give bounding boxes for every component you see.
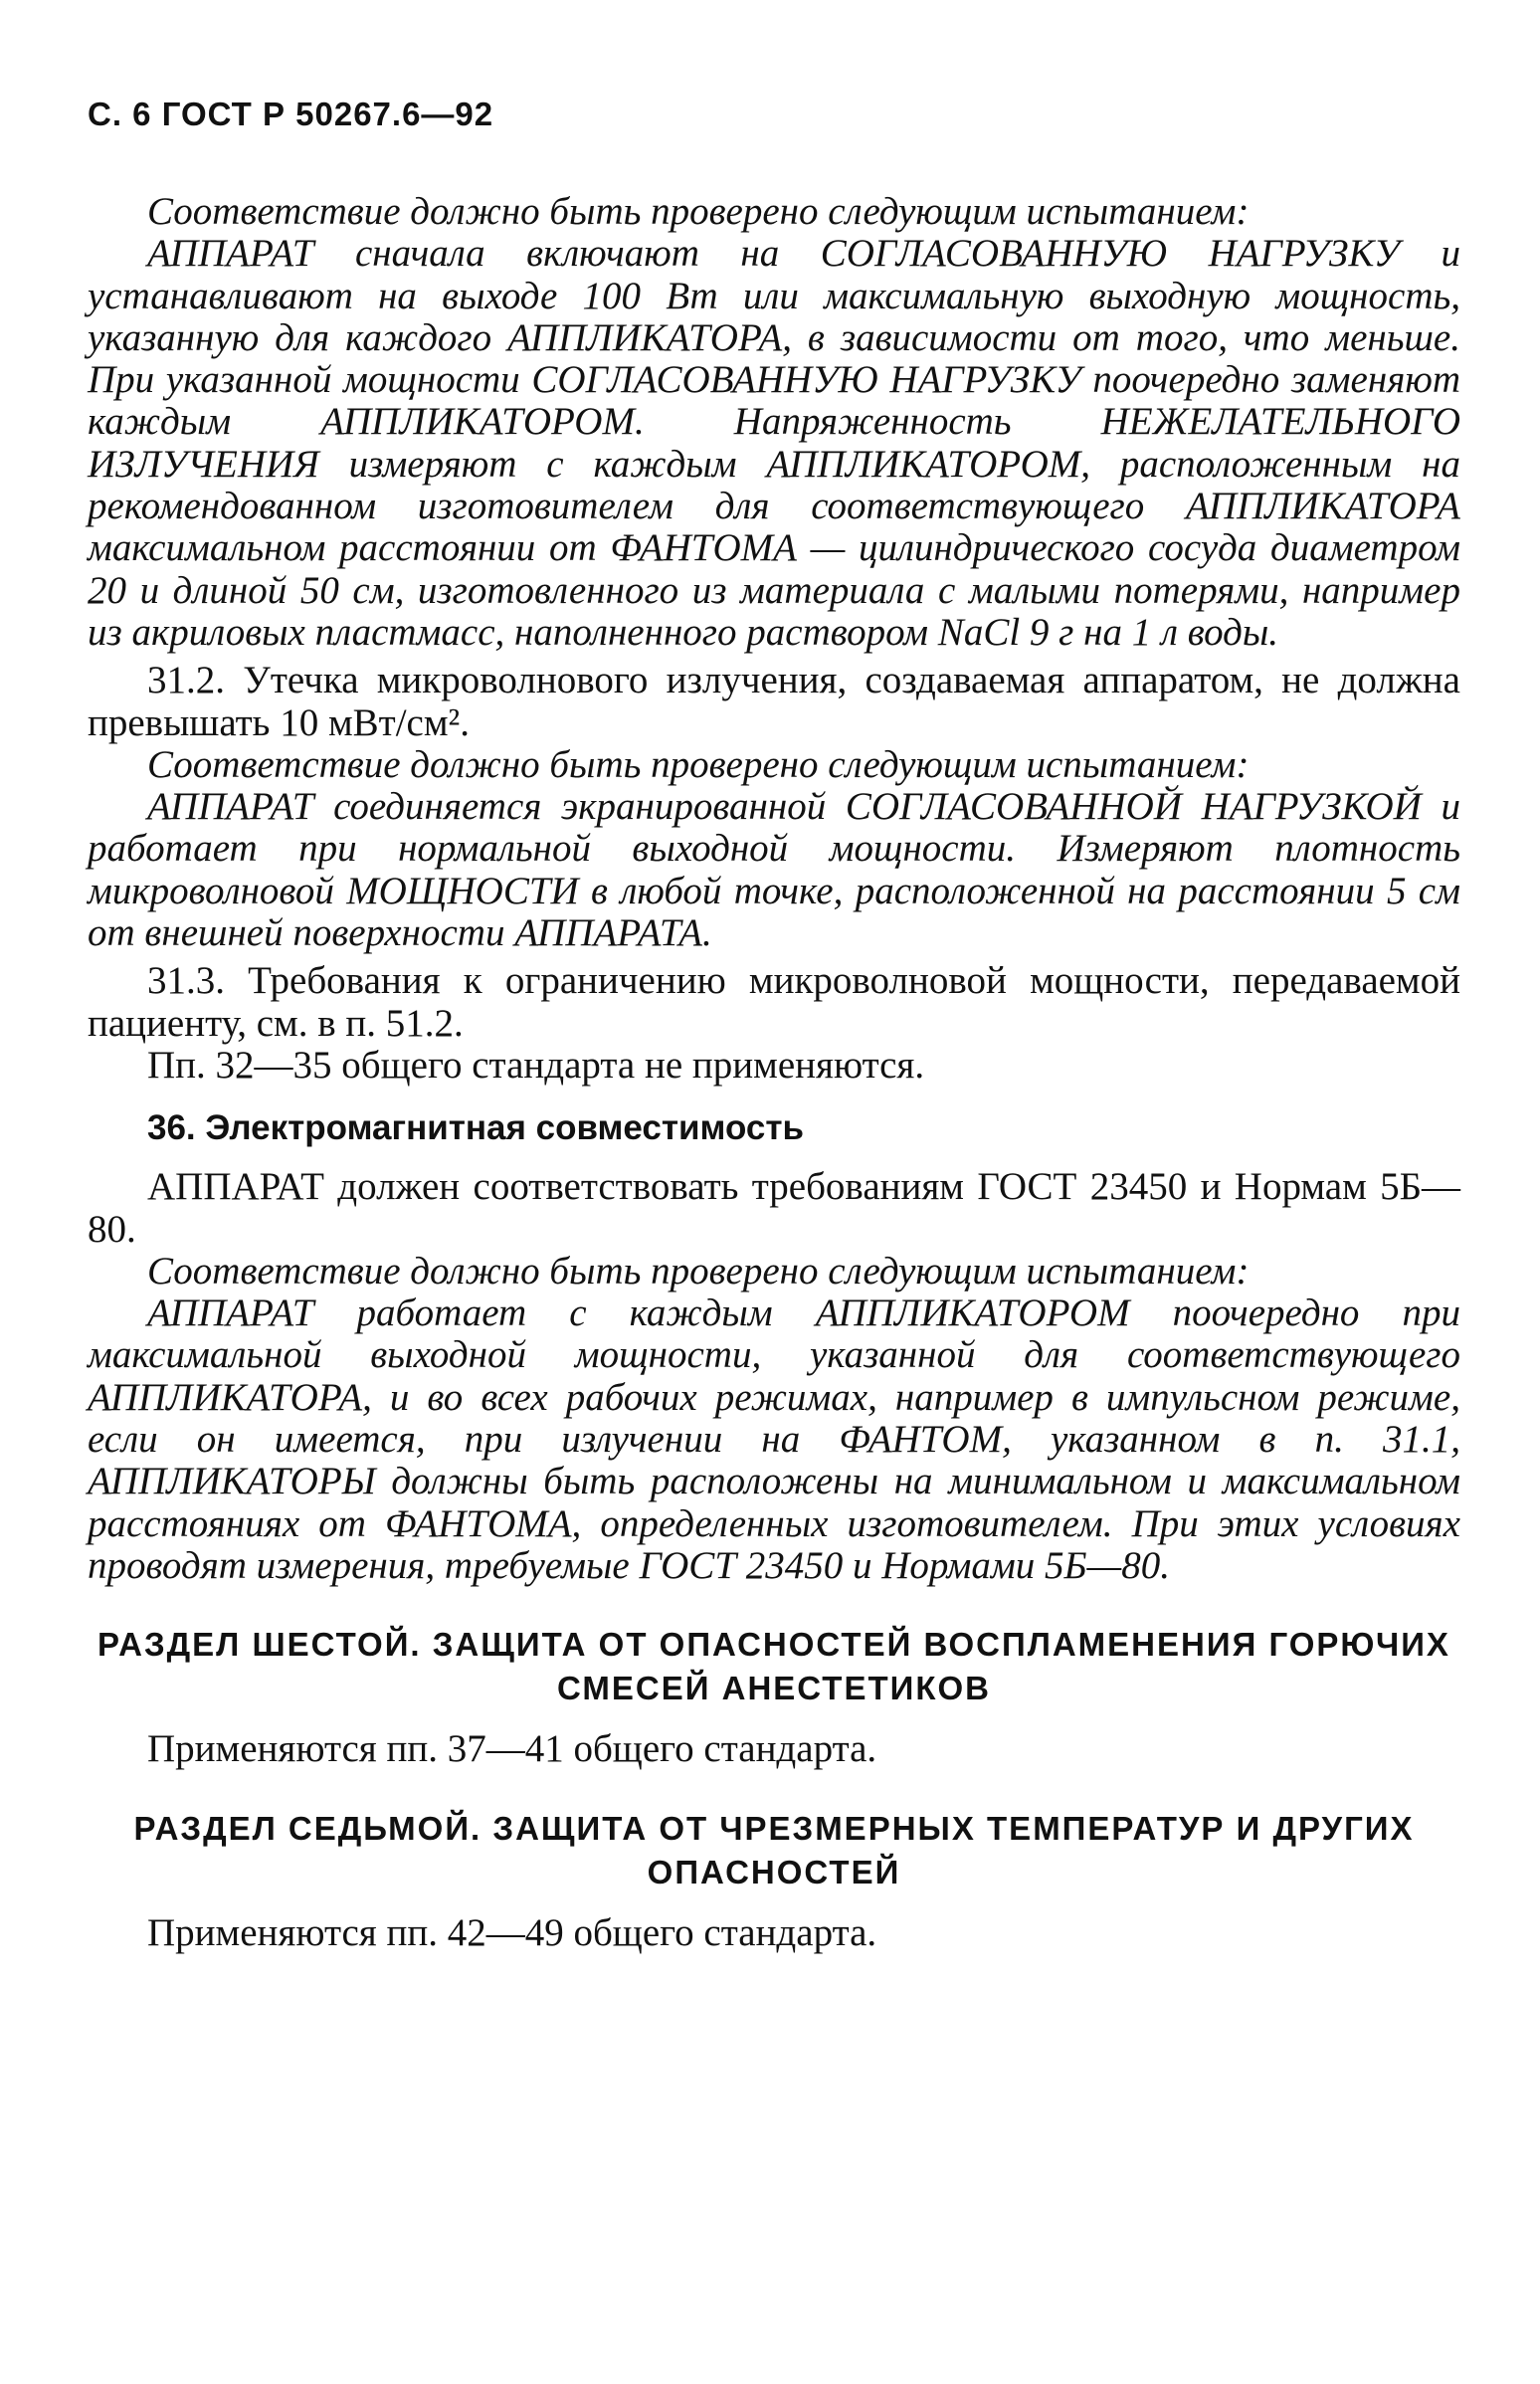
clause-31-3: 31.3. Требования к ограничению микроволновой мощности, передаваемой пациенту, см. в п. 51.2.	[88, 959, 1460, 1045]
compliance-test-intro: Соответствие должно быть проверено следующим испытанием:	[147, 1249, 1250, 1292]
section-6-title: РАЗДЕЛ ШЕСТОЙ. ЗАЩИТА ОТ ОПАСНОСТЕЙ ВОСПЛАМЕНЕНИЯ ГОРЮЧИХ СМЕСЕЙ АНЕСТЕТИКОВ	[97, 1626, 1450, 1707]
document-page	[88, 96, 1460, 1954]
compliance-test-description: АППАРАТ сначала включают на СОГЛАСОВАННУЮ НАГРУЗКУ и устанавливают на выходе 100 Вт или максимальную выходную мощность, указанную для каждого АППЛИКАТОРА, в зависимости от того, что меньше. При указанной мощности СОГЛАСОВАННУЮ НАГРУЗКУ поочередно заменяют каждым АППЛИКАТОРОМ. Напряженность НЕЖЕЛАТЕЛЬНОГО ИЗЛУЧЕНИЯ измеряют с каждым АППЛИКАТОРОМ, расположенным на рекомендованном изготовителем для соответствующего АППЛИКАТОРА максимальном расстоянии от ФАНТОМА — цилиндрического сосуда диаметром 20 и длиной 50 см, изготовленного из материала с малыми потерями, например из акриловых пластмасс, наполненного раствором NaCl 9 г на 1 л воды.	[88, 232, 1460, 654]
compliance-test-intro: Соответствие должно быть проверено следующим испытанием:	[147, 190, 1250, 233]
section-6-text: Применяются пп. 37—41 общего стандарта.	[147, 1727, 877, 1771]
clause-36-text: АППАРАТ должен соответствовать требованиям ГОСТ 23450 и Нормам 5Б—80.	[88, 1165, 1460, 1251]
clause-31-2: 31.2. Утечка микроволнового излучения, создаваемая аппаратом, не должна превышать 10 мВт/см².	[88, 659, 1460, 744]
clause-36-heading: 36. Электромагнитная совместимость	[147, 1108, 805, 1148]
section-7-text: Применяются пп. 42—49 общего стандарта.	[147, 1910, 877, 1954]
section-7-title: РАЗДЕЛ СЕДЬМОЙ. ЗАЩИТА ОТ ЧРЕЗМЕРНЫХ ТЕМПЕРАТУР И ДРУГИХ ОПАСНОСТЕЙ	[133, 1809, 1415, 1890]
compliance-test-intro: Соответствие должно быть проверено следующим испытанием:	[147, 742, 1250, 786]
page-header: С. 6 ГОСТ Р 50267.6—92	[88, 96, 494, 132]
compliance-test-description: АППАРАТ соединяется экранированной СОГЛАСОВАННОЙ НАГРУЗКОЙ и работает при нормальной выходной мощности. Измеряют плотность микроволновой МОЩНОСТИ в любой точке, расположенной на расстоянии 5 см от внешней поверхности АППАРАТА.	[88, 785, 1460, 955]
compliance-test-description: АППАРАТ работает с каждым АППЛИКАТОРОМ поочередно при максимальной выходной мощности, указанной для соответствующего АППЛИКАТОРА, и во всех рабочих режимах, например в импульсном режиме, если он имеется, при излучении на ФАНТОМ, указанном в п. 31.1, АППЛИКАТОРЫ должны быть расположены на минимальном и максимальном расстояниях от ФАНТОМА, определенных изготовителем. При этих условиях проводят измерения, требуемые ГОСТ 23450 и Нормами 5Б—80.	[88, 1291, 1460, 1587]
clause-32-35: Пп. 32—35 общего стандарта не применяются.	[147, 1043, 925, 1087]
